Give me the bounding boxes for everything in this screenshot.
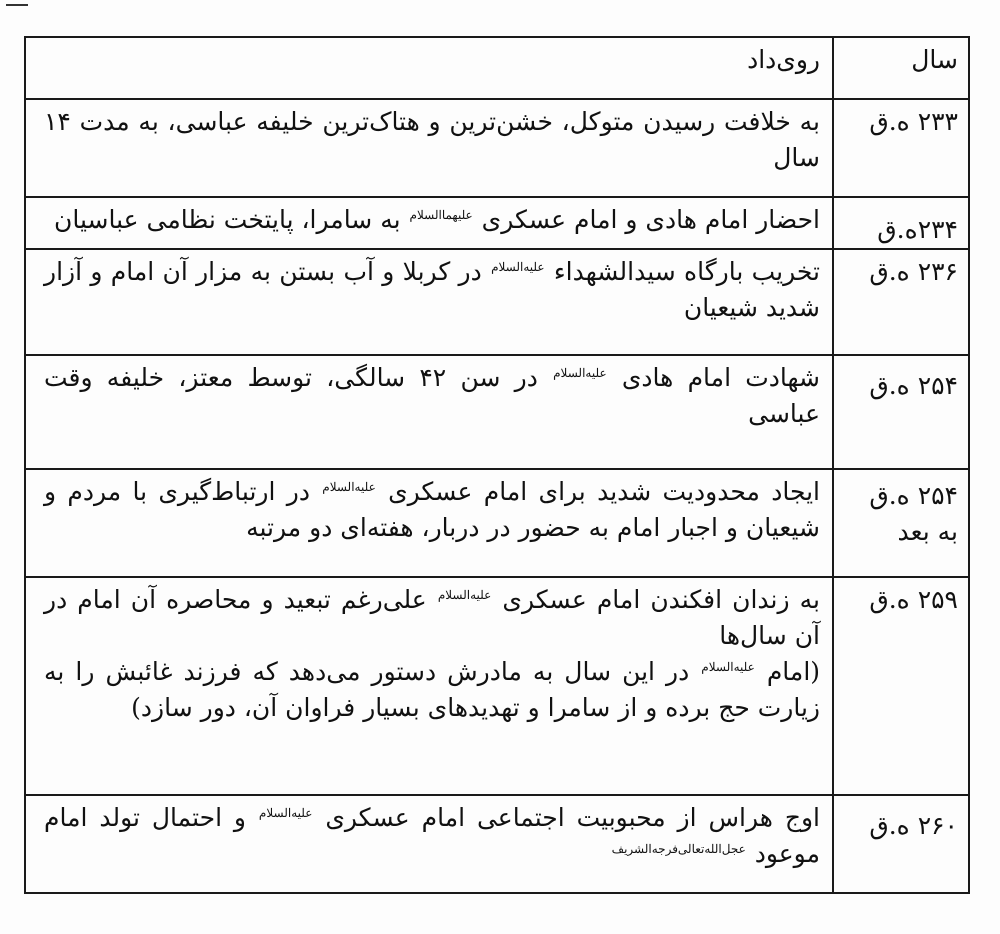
honorific-mark: علیه‌السلام [322,479,376,494]
header-year: سال [833,37,969,99]
event-text-end: در ارتباط‌گیری با مردم و شیعیان و اجبار امام به حضور در دربار، هفته‌ای دو مرتبه [44,477,820,542]
year-value: ۲۶۰ ه.ق [869,811,958,840]
event-text-start: تخریب بارگاه سیدالشهداء [553,257,821,286]
event-main [44,582,820,654]
event-text-end: در سن ۴۲ سالگی، توسط معتز، خلیفه وقت عباسی [44,363,820,428]
header-event: روی‌داد [25,37,833,99]
table-row [25,469,969,577]
note-text-end: در این سال به مادرش دستور می‌دهد که فرزند غائبش را به زیارت حج برده و از سامرا و تهدیدهای بسیار فراوان آن، دور سازد) [44,657,820,722]
row-event [25,469,833,577]
honorific-mark: علیه‌السلام [491,259,545,274]
honorific-mark: علیه‌السلام [701,659,755,674]
row-year [833,469,969,577]
event-text-end: به سامرا، پایتخت نظامی عباسیان [54,205,401,234]
honorific-mark: علیه‌السلام [437,587,492,602]
table-header-row [25,37,969,99]
honorific-mark: علیه‌السلام [258,805,313,820]
year-value: ۲۵۴ ه.ق [869,371,958,400]
event-text-start: ایجاد محدودیت شدید برای امام عسکری [388,477,820,506]
event-text-end: در کربلا و آب بستن به مزار آن امام و آزار شدید شیعیان [44,257,820,322]
year-value: ۲۳۶ ه.ق [869,257,958,286]
year-value: ۲۳۴ه.ق [877,215,958,244]
row-year [833,795,969,893]
table-row [25,355,969,469]
scan-corner-mark [6,4,28,16]
year-value: ۲۵۹ ه.ق [869,585,958,614]
event-text-end: و احتمال تولد امام موعود [44,803,820,868]
timeline-table [24,36,970,894]
event-text-end: علی‌رغم تبعید و محاصره آن امام در آن سال‌ها [44,585,820,650]
year-value: ۲۵۴ ه.ق [869,481,958,510]
event-text-start: شهادت امام هادی [621,363,820,392]
row-year [833,99,969,197]
honorific-mark: علیهماالسلام [409,207,473,222]
event-note [44,654,820,726]
table-row [25,795,969,893]
note-text-start: (امام [766,657,821,686]
row-event [25,197,833,249]
table-row [25,197,969,249]
year-suffix: به بعد [897,517,958,546]
year-value: ۲۳۳ ه.ق [869,107,958,136]
row-event [25,249,833,355]
row-year [833,197,969,249]
table-row [25,249,969,355]
event-text-start: احضار امام هادی و امام عسکری [481,205,820,234]
row-event [25,355,833,469]
row-event [25,577,833,795]
row-year [833,577,969,795]
row-event [25,795,833,893]
event-text-start: اوج هراس از محبوبیت اجتماعی امام عسکری [325,803,820,832]
row-year [833,249,969,355]
honorific-mark-2: عجل‌الله‌تعالی‌فرجه‌الشریف [611,841,746,856]
table-row [25,577,969,795]
table-row [25,99,969,197]
row-year [833,355,969,469]
honorific-mark: علیه‌السلام [553,365,607,380]
event-text-start: به زندان افکندن امام عسکری [502,585,821,614]
row-event: به خلافت رسیدن متوکل، خشن‌ترین و هتاک‌ترین خلیفه عباسی، به مدت ۱۴ سال [25,99,833,197]
